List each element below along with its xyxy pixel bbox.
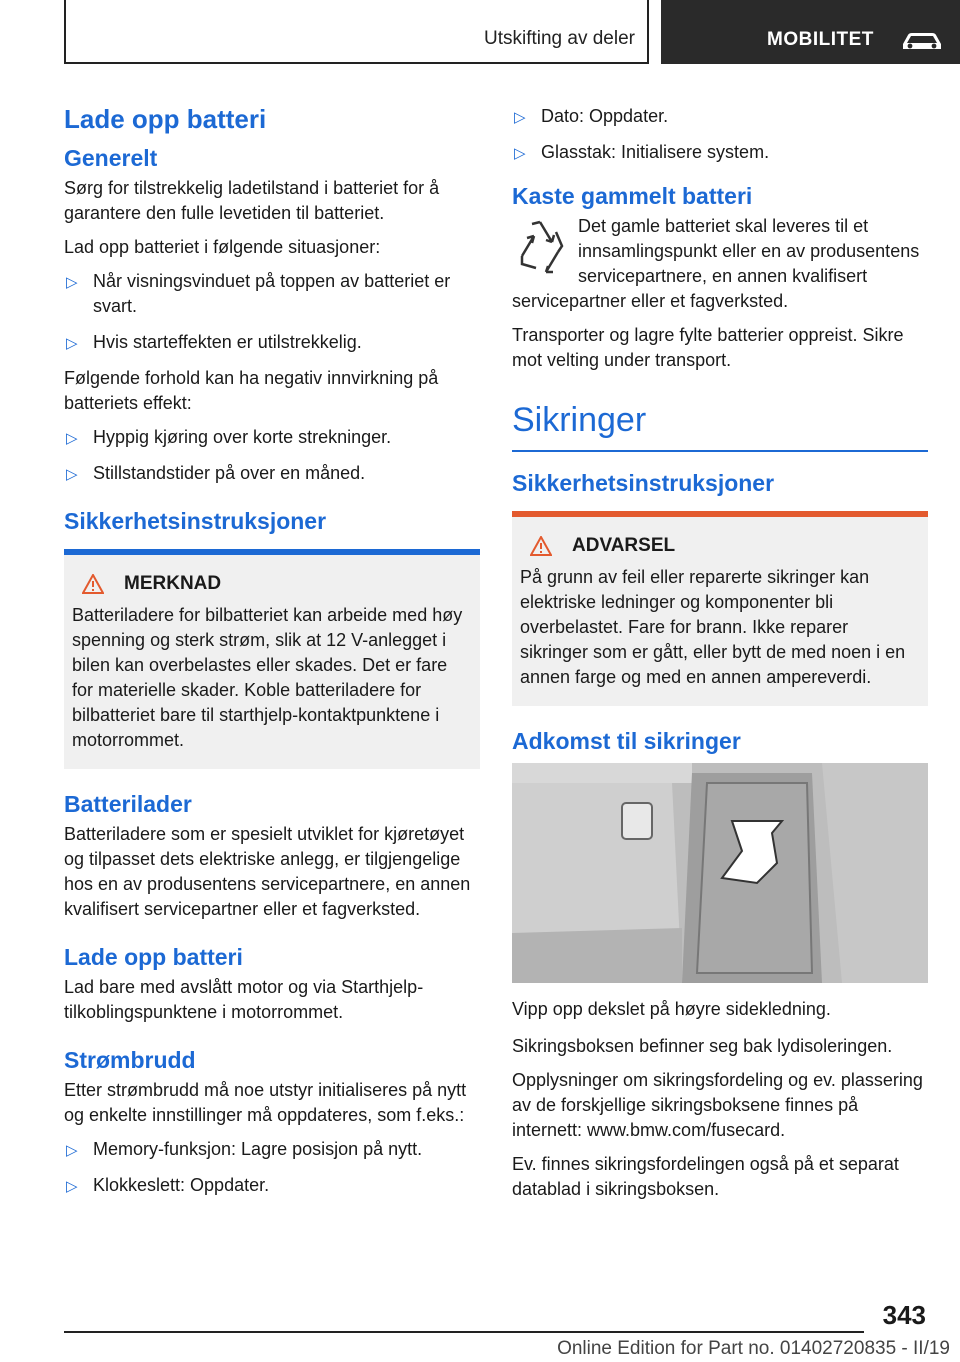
car-icon <box>899 30 945 52</box>
list-item: ▷ Når visningsvinduet på toppen av batteriet er svart. <box>66 271 451 316</box>
subsection-dispose-battery: Kaste gammelt batteri <box>512 183 753 209</box>
warning-title: ADVARSEL <box>520 535 920 557</box>
footer-edition: Online Edition for Part no. 01402720835 - II/19 <box>557 1338 950 1359</box>
paragraph: Følgende forhold kan ha negativ innvirkning på batteriets effekt: <box>64 368 439 413</box>
section-title-fuses: Sikringer <box>512 401 928 452</box>
triangle-bullet-icon: ▷ <box>514 109 526 126</box>
footer-divider <box>64 1331 864 1333</box>
paragraph: Opplysninger om sikringsfordeling og ev. plassering av de forskjellige sikringsboksene finnes på internett: www.bmw.com/fusecard. <box>512 1070 923 1140</box>
header-section-box <box>64 0 649 64</box>
list-item: ▷ Hyppig kjøring over korte strekninger. <box>64 425 480 450</box>
warning-text: På grunn av feil eller reparerte sikringer kan elektriske ledninger og komponenter bli overbelastet. Fare for brann. Ikke reparer sikringer som er gått, eller bytt de med noen i en annen farge og med en annen ampereverdi. <box>520 567 906 687</box>
subsection-battery-charger: Batterilader <box>64 791 192 817</box>
triangle-bullet-icon: ▷ <box>66 466 78 483</box>
left-column <box>64 104 480 1209</box>
paragraph: Etter strømbrudd må noe utstyr initialiseres på nytt og enkelte innstillinger må oppdateres, som f.eks.: <box>64 1080 467 1125</box>
list-item: ▷ Dato: Oppdater. <box>512 104 928 129</box>
paragraph: Ev. finnes sikringsfordelingen også på et separat datablad i sikringsboksen. <box>512 1154 899 1199</box>
header-chapter-title: MOBILITET <box>767 29 874 50</box>
section-title-charge-battery: Lade opp batteri <box>64 104 267 134</box>
list-item: ▷ Memory-funksjon: Lagre posisjon på nytt. <box>64 1137 480 1162</box>
paragraph: Sikringsboksen befinner seg bak lydisoleringen. <box>512 1036 893 1056</box>
paragraph: Lad opp batteriet i følgende situasjoner: <box>64 237 381 257</box>
list-item: ▷ Stillstandstider på over en måned. <box>64 461 480 486</box>
subsection-charge-battery: Lade opp batteri <box>64 944 243 970</box>
paragraph: Lad bare med avslått motor og via Starthjelp-tilkoblingspunktene i motorrommet. <box>64 977 424 1022</box>
subsection-safety: Sikkerhetsinstruksjoner <box>512 470 775 496</box>
warning-triangle-icon <box>530 536 552 556</box>
bullet-list <box>64 1137 480 1198</box>
subsection-safety: Sikkerhetsinstruksjoner <box>64 508 327 534</box>
notice-text: Batteriladere for bilbatteriet kan arbeide med høy spenning og sterk strøm, slik at 12 V-anlegget i bilen kan overbelastes eller skades. Det er fare for materielle skader. Koble batteriladere for bilbatteriet bare til starthjelp-kontaktpunktene i motorrommet. <box>72 605 463 750</box>
bullet-list <box>64 269 480 355</box>
list-item: ▷ Klokkeslett: Oppdater. <box>64 1173 480 1198</box>
paragraph: Batteriladere som er spesielt utviklet for kjøretøyet og tilpasset dets elektriske anlegg, er tilgjengelige hos en av produsentens servicepartnere, en annen kvalifisert servicepartner eller et fagverksted. <box>64 824 471 919</box>
notice-box <box>64 549 480 769</box>
bullet-list <box>64 425 480 486</box>
triangle-bullet-icon: ▷ <box>514 145 526 162</box>
list-item: ▷ Glasstak: Initialisere system. <box>512 140 928 165</box>
header-section-title: Utskifting av deler <box>483 28 635 49</box>
recycle-icon <box>512 216 568 276</box>
triangle-bullet-icon: ▷ <box>66 274 78 291</box>
warning-box <box>512 511 928 706</box>
paragraph: Det gamle batteriet skal leveres til et innsamlingspunkt eller en av produsentens servicepartnere, en annen kvalifisert servicepartner eller et fagverksted. <box>512 216 920 311</box>
trunk-fuse-access-photo <box>512 763 928 983</box>
header-chapter-box <box>661 0 960 64</box>
paragraph: Sørg for tilstrekkelig ladetilstand i batteriet for å garantere den fulle levetiden til batteriet. <box>64 178 440 223</box>
notice-title: MERKNAD <box>72 573 472 595</box>
subsection-fuse-access: Adkomst til sikringer <box>512 728 741 754</box>
paragraph: Vipp opp dekslet på høyre sidekledning. <box>512 999 831 1019</box>
triangle-bullet-icon: ▷ <box>66 1178 78 1195</box>
triangle-bullet-icon: ▷ <box>66 1142 78 1159</box>
warning-triangle-icon <box>82 574 104 594</box>
subsection-power-outage: Strømbrudd <box>64 1047 196 1073</box>
right-column <box>512 104 928 1211</box>
page-number: 343 <box>882 1300 926 1330</box>
triangle-bullet-icon: ▷ <box>66 430 78 447</box>
bullet-list <box>512 104 928 165</box>
triangle-bullet-icon: ▷ <box>66 335 78 352</box>
subsection-general: Generelt <box>64 145 158 171</box>
list-item: ▷ Hvis starteffekten er utilstrekkelig. <box>64 330 480 355</box>
paragraph: Transporter og lagre fylte batterier oppreist. Sikre mot velting under transport. <box>512 325 904 370</box>
